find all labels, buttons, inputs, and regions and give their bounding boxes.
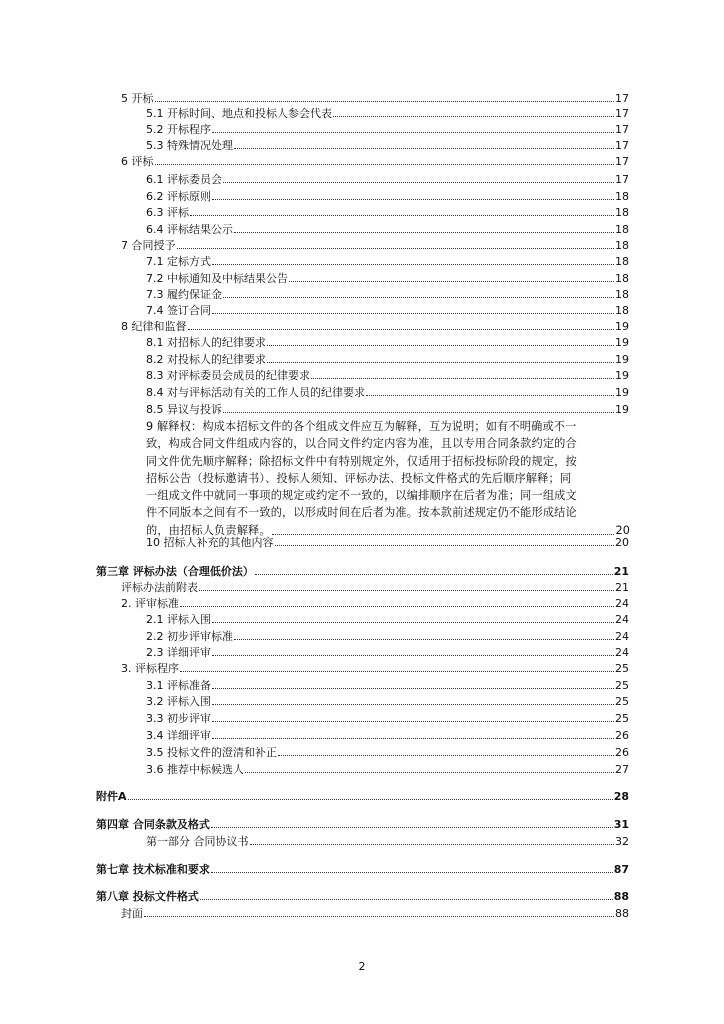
- leader-dots: [333, 115, 614, 117]
- toc-entry-page: 24: [615, 630, 629, 643]
- toc-entry[interactable]: [121, 90, 629, 105]
- toc-entry[interactable]: [121, 905, 629, 920]
- toc-entry-title: 第一部分 合同协议书: [146, 835, 249, 848]
- toc-entry-page: 31: [613, 818, 629, 831]
- toc-entry-page: 17: [615, 155, 629, 168]
- toc-entry-page: 26: [615, 729, 629, 742]
- toc-entry-page: 17: [615, 123, 629, 136]
- toc-entry-page: 25: [615, 712, 629, 725]
- toc-entry-title: 7.3 履约保证金: [146, 288, 222, 301]
- toc-entry[interactable]: [146, 171, 629, 186]
- toc-entry-page: 19: [615, 320, 629, 333]
- leader-dots: [278, 754, 614, 756]
- paragraph-line: 致，构成合同文件组成内容的，以合同文件约定内容为准，且以专用合同条款约定的合: [146, 437, 577, 451]
- leader-dots: [272, 533, 615, 535]
- toc-entry-title: 3.3 初步评审: [146, 712, 211, 725]
- toc-entry-page: 17: [615, 92, 629, 105]
- toc-entry-page: 88: [615, 907, 629, 920]
- toc-entry[interactable]: [146, 367, 629, 382]
- toc-entry-page: 87: [613, 863, 629, 876]
- paragraph-line: 一组成文件中就同一事项的规定或约定不一致的，以编排顺序在后者为准；同一组成文: [146, 489, 577, 503]
- leader-dots: [199, 589, 614, 591]
- toc-entry[interactable]: [146, 270, 629, 285]
- toc-entry-page: 28: [613, 790, 629, 803]
- toc-entry-page: 18: [615, 255, 629, 268]
- toc-entry-title: 8 纪律和监督: [121, 320, 187, 333]
- paragraph-last-line: [146, 522, 630, 539]
- toc-entry-title: 6.4 评标结果公示: [146, 223, 233, 236]
- toc-entry-title: 2.2 初步评审标准: [146, 630, 233, 643]
- toc-entry-title: 2. 评审标准: [121, 597, 179, 610]
- toc-entry-title: 7.2 中标通知及中标结果公告: [146, 272, 288, 285]
- paragraph-line: 招标公告（投标邀请书）、投标人须知、评标办法、投标文件格式的先后顺序解释；同: [146, 471, 572, 485]
- toc-entry-page: 18: [615, 206, 629, 219]
- toc-entry[interactable]: [96, 888, 629, 903]
- toc-entry-title: 8.5 异议与投诉: [146, 403, 222, 416]
- leader-dots: [212, 654, 614, 656]
- leader-dots: [212, 687, 614, 689]
- leader-dots: [234, 638, 614, 640]
- paragraph-line: 同文件优先顺序解释；除招标文件中有特别规定外，仅适用于招标投标阶段的规定，按: [146, 454, 577, 468]
- toc-entry-title: 5.2 开标程序: [146, 123, 211, 136]
- toc-entry[interactable]: [121, 595, 629, 610]
- paragraph-line: 9 解释权：构成本招标文件的各个组成文件应互为解释，互为说明；如有不明确或不一: [146, 420, 577, 433]
- toc-entry[interactable]: [146, 677, 629, 692]
- toc-entry[interactable]: [121, 660, 629, 675]
- leader-dots: [223, 296, 614, 298]
- leader-dots: [212, 621, 614, 623]
- toc-entry-page: 32: [615, 835, 629, 848]
- toc-entry-title: 7.1 定标方式: [146, 255, 211, 268]
- toc-entry[interactable]: [146, 286, 629, 301]
- toc-entry-title: 2.3 详细评审: [146, 646, 211, 659]
- toc-entry[interactable]: [146, 744, 629, 759]
- toc-entry[interactable]: [146, 188, 629, 203]
- toc-entry-page: 18: [615, 304, 629, 317]
- paragraph-line: 件不同版本之间有不一致的，以形成时间在后者为准。按本款前述规定仍不能形成结论: [146, 506, 577, 520]
- toc-entry[interactable]: [146, 204, 629, 219]
- toc-entry-page: 17: [615, 139, 629, 152]
- toc-entry-title: 8.1 对招标人的纪律要求: [146, 336, 266, 349]
- toc-entry-page: 25: [615, 679, 629, 692]
- leader-dots: [177, 247, 615, 249]
- leader-dots: [289, 280, 614, 282]
- leader-dots: [212, 198, 614, 200]
- toc-entry-title: 6.2 评标原则: [146, 190, 211, 203]
- leader-dots: [223, 411, 614, 413]
- toc-entry-title: 6.3 评标: [146, 206, 189, 219]
- toc-entry[interactable]: [146, 121, 629, 136]
- toc-entry[interactable]: [146, 334, 629, 349]
- leader-dots: [234, 231, 614, 233]
- toc-entry-title: 评标办法前附表: [121, 581, 198, 594]
- toc-entry[interactable]: [146, 761, 629, 776]
- leader-dots: [212, 263, 614, 265]
- toc-entry[interactable]: [146, 401, 629, 416]
- toc-entry-page: 18: [615, 239, 629, 252]
- toc-entry-title: 第七章 技术标准和要求: [96, 863, 210, 876]
- leader-dots: [275, 544, 615, 546]
- leader-dots: [128, 798, 613, 800]
- toc-entry-page: 20: [615, 536, 629, 549]
- toc-entry[interactable]: [146, 628, 629, 643]
- leader-dots: [155, 163, 615, 165]
- toc-entry-page: 19: [615, 403, 629, 416]
- leader-dots: [255, 573, 613, 575]
- toc-entry-page: 25: [615, 662, 629, 675]
- leader-dots: [212, 312, 614, 314]
- toc-entry[interactable]: [121, 153, 629, 168]
- toc-entry-page: 19: [615, 336, 629, 349]
- paragraph-last-text: 的，由招标人负责解释。: [146, 523, 271, 537]
- toc-paragraph-entry[interactable]: [146, 418, 630, 539]
- toc-entry[interactable]: [96, 788, 629, 803]
- leader-dots: [180, 670, 614, 672]
- toc-entry-page: 24: [615, 646, 629, 659]
- toc-entry-page: 27: [615, 763, 629, 776]
- leader-dots: [188, 328, 615, 330]
- leader-dots: [155, 100, 615, 102]
- toc-entry-title: 附件A: [96, 790, 127, 803]
- leader-dots: [366, 394, 614, 396]
- leader-dots: [211, 826, 613, 828]
- toc-entry[interactable]: [146, 137, 629, 152]
- toc-entry-page: 21: [613, 565, 629, 578]
- toc-entry-page: 24: [615, 613, 629, 626]
- leader-dots: [245, 771, 614, 773]
- toc-entry-title: 5 开标: [121, 92, 154, 105]
- toc-entry-title: 5.1 开标时间、地点和投标人参会代表: [146, 107, 332, 120]
- page-number: 2: [358, 960, 366, 973]
- leader-dots: [180, 605, 614, 607]
- toc-entry[interactable]: [96, 861, 629, 876]
- toc-entry-page: 18: [615, 272, 629, 285]
- toc-entry-title: 8.4 对与评标活动有关的工作人员的纪律要求: [146, 386, 365, 399]
- leader-dots: [223, 181, 614, 183]
- leader-dots: [190, 214, 614, 216]
- toc-entry-page: 17: [615, 107, 629, 120]
- toc-entry[interactable]: [146, 302, 629, 317]
- toc-entry[interactable]: [146, 384, 629, 399]
- toc-entry-title: 第四章 合同条款及格式: [96, 818, 210, 831]
- toc-entry-page: 26: [615, 746, 629, 759]
- toc-entry-title: 2.1 评标入围: [146, 613, 211, 626]
- toc-entry[interactable]: [146, 611, 629, 626]
- toc-entry-title: 3.2 评标入围: [146, 695, 211, 708]
- toc-entry[interactable]: [146, 693, 629, 708]
- leader-dots: [200, 898, 613, 900]
- toc-entry-title: 8.3 对评标委员会成员的纪律要求: [146, 369, 310, 382]
- toc-entry-page: 19: [615, 353, 629, 366]
- toc-entry-title: 3.6 推荐中标候选人: [146, 763, 244, 776]
- toc-entry[interactable]: [146, 221, 629, 236]
- toc-entry-page: 25: [615, 695, 629, 708]
- toc-entry[interactable]: [146, 644, 629, 659]
- toc-entry-page: 18: [615, 288, 629, 301]
- toc-entry-title: 3.5 投标文件的澄清和补正: [146, 746, 277, 759]
- leader-dots: [267, 344, 614, 346]
- toc-entry-title: 6.1 评标委员会: [146, 173, 222, 186]
- toc-entry-title: 3.1 评标准备: [146, 679, 211, 692]
- toc-entry[interactable]: [146, 727, 629, 742]
- leader-dots: [250, 843, 615, 845]
- toc-entry-page: 88: [613, 890, 629, 903]
- leader-dots: [212, 720, 614, 722]
- toc-entry[interactable]: [121, 237, 629, 252]
- toc-entry-page: 18: [615, 190, 629, 203]
- toc-entry-title: 封面: [121, 907, 143, 920]
- toc-entry[interactable]: [146, 833, 629, 848]
- toc-entry[interactable]: [121, 579, 629, 594]
- toc-entry-title: 第八章 投标文件格式: [96, 890, 199, 903]
- toc-entry[interactable]: [146, 253, 629, 268]
- toc-entry[interactable]: [146, 105, 629, 120]
- paragraph-page-number: 20: [615, 523, 630, 537]
- toc-entry-title: 8.2 对投标人的纪律要求: [146, 353, 266, 366]
- toc-entry[interactable]: [96, 563, 629, 578]
- toc-entry-page: 18: [615, 223, 629, 236]
- toc-entry[interactable]: [146, 351, 629, 366]
- leader-dots: [211, 871, 613, 873]
- toc-entry-title: 第三章 评标办法（合理低价法）: [96, 565, 254, 578]
- toc-entry[interactable]: [146, 710, 629, 725]
- toc-entry-title: 7.4 签订合同: [146, 304, 211, 317]
- toc-entry-title: 5.3 特殊情况处理: [146, 139, 233, 152]
- toc-entry-page: 19: [615, 369, 629, 382]
- leader-dots: [234, 147, 614, 149]
- toc-entry-title: 3.4 详细评审: [146, 729, 211, 742]
- leader-dots: [311, 377, 614, 379]
- toc-entry-title: 7 合同授予: [121, 239, 176, 252]
- leader-dots: [212, 703, 614, 705]
- leader-dots: [144, 915, 614, 917]
- toc-entry-title: 10 招标人补充的其他内容: [146, 536, 274, 549]
- toc-entry-page: 21: [615, 581, 629, 594]
- leader-dots: [212, 737, 614, 739]
- toc-entry-page: 24: [615, 597, 629, 610]
- leader-dots: [267, 361, 614, 363]
- toc-entry[interactable]: [121, 318, 629, 333]
- leader-dots: [212, 131, 614, 133]
- toc-entry[interactable]: [96, 816, 629, 831]
- toc-entry-title: 6 评标: [121, 155, 154, 168]
- toc-entry-page: 17: [615, 173, 629, 186]
- toc-entry-title: 3. 评标程序: [121, 662, 179, 675]
- toc-entry-page: 19: [615, 386, 629, 399]
